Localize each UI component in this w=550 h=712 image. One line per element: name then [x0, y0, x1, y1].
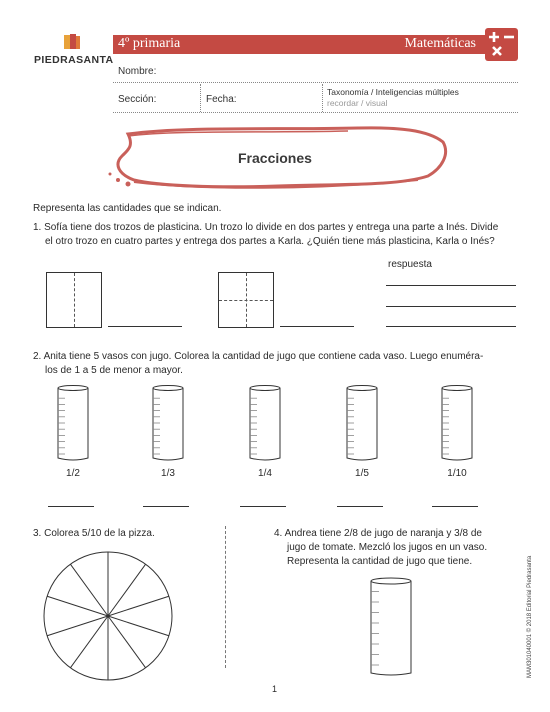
- glass-2[interactable]: [151, 384, 185, 462]
- q4-text-line2: jugo de tomate. Mezcló los jugos en un vaso.: [287, 542, 488, 553]
- taxonomy-label: Taxonomía / Inteligencias múltiples: [327, 87, 459, 97]
- logo: [34, 33, 116, 67]
- q3-text: 3. Colorea 5/10 de la pizza.: [33, 528, 155, 539]
- answer-line[interactable]: [108, 326, 182, 327]
- answer-line[interactable]: [386, 326, 516, 327]
- glass-5[interactable]: [440, 384, 474, 462]
- pizza-circle[interactable]: [40, 548, 176, 684]
- name-field[interactable]: [113, 82, 518, 83]
- section-label: Sección:: [118, 94, 157, 105]
- half-divided-rectangle[interactable]: [46, 272, 102, 328]
- brand-name: PIEDRASANTA: [34, 54, 114, 66]
- fraction-label: 1/3: [161, 468, 175, 479]
- fraction-label: 1/4: [258, 468, 272, 479]
- q2-text-line2: los de 1 a 5 de menor a mayor.: [45, 365, 183, 376]
- fraction-label: 1/2: [66, 468, 80, 479]
- subject-label: Matemáticas: [404, 36, 476, 51]
- q4-text-line3: Representa la cantidad de jugo que tiene.: [287, 556, 473, 567]
- copyright-note: MAM301040001 © 2018 Editorial Piedrasanta: [527, 555, 533, 678]
- q1-text-line1: 1. Sofía tiene dos trozos de plasticina. Un trozo lo divide en dos partes y entrega una parte a Inés. Divide: [33, 222, 499, 233]
- quarter-divided-rectangle[interactable]: [218, 272, 274, 328]
- taxonomy-sub: recordar / visual: [327, 98, 388, 108]
- grade-label: 4º primaria: [118, 36, 181, 51]
- order-answer-line[interactable]: [432, 506, 478, 507]
- q1-text-line2: el otro trozo en cuatro partes y entrega dos partes a Karla. ¿Quién tiene más plasticina, Karla o Inés?: [45, 236, 495, 247]
- plus-minus-times-icon: [485, 28, 518, 61]
- answer-label: respuesta: [388, 259, 432, 270]
- glass-q4[interactable]: [368, 577, 414, 677]
- q2-text-line1: 2. Anita tiene 5 vasos con jugo. Colorea la cantidad de jugo que contiene cada vaso. Luego enuméra-: [33, 351, 484, 362]
- field-divider: [200, 84, 201, 112]
- instructions: Representa las cantidades que se indican.: [33, 203, 222, 214]
- answer-line[interactable]: [386, 285, 516, 286]
- answer-line[interactable]: [280, 326, 354, 327]
- fraction-label: 1/5: [355, 468, 369, 479]
- order-answer-line[interactable]: [240, 506, 286, 507]
- q4-text-line1: 4. Andrea tiene 2/8 de jugo de naranja y 3/8 de: [274, 528, 482, 539]
- order-answer-line[interactable]: [337, 506, 383, 507]
- order-answer-line[interactable]: [143, 506, 189, 507]
- name-label: Nombre:: [118, 66, 157, 77]
- glass-1[interactable]: [56, 384, 90, 462]
- page-number: 1: [272, 684, 278, 694]
- book-logo-icon: [62, 33, 82, 53]
- order-answer-line[interactable]: [48, 506, 94, 507]
- page-title: Fracciones: [238, 150, 312, 166]
- section-field[interactable]: [113, 112, 518, 113]
- fraction-label: 1/10: [447, 468, 467, 479]
- field-divider: [322, 84, 323, 112]
- answer-line[interactable]: [386, 306, 516, 307]
- date-label: Fecha:: [206, 94, 237, 105]
- column-divider: [225, 526, 226, 668]
- glass-4[interactable]: [345, 384, 379, 462]
- glass-3[interactable]: [248, 384, 282, 462]
